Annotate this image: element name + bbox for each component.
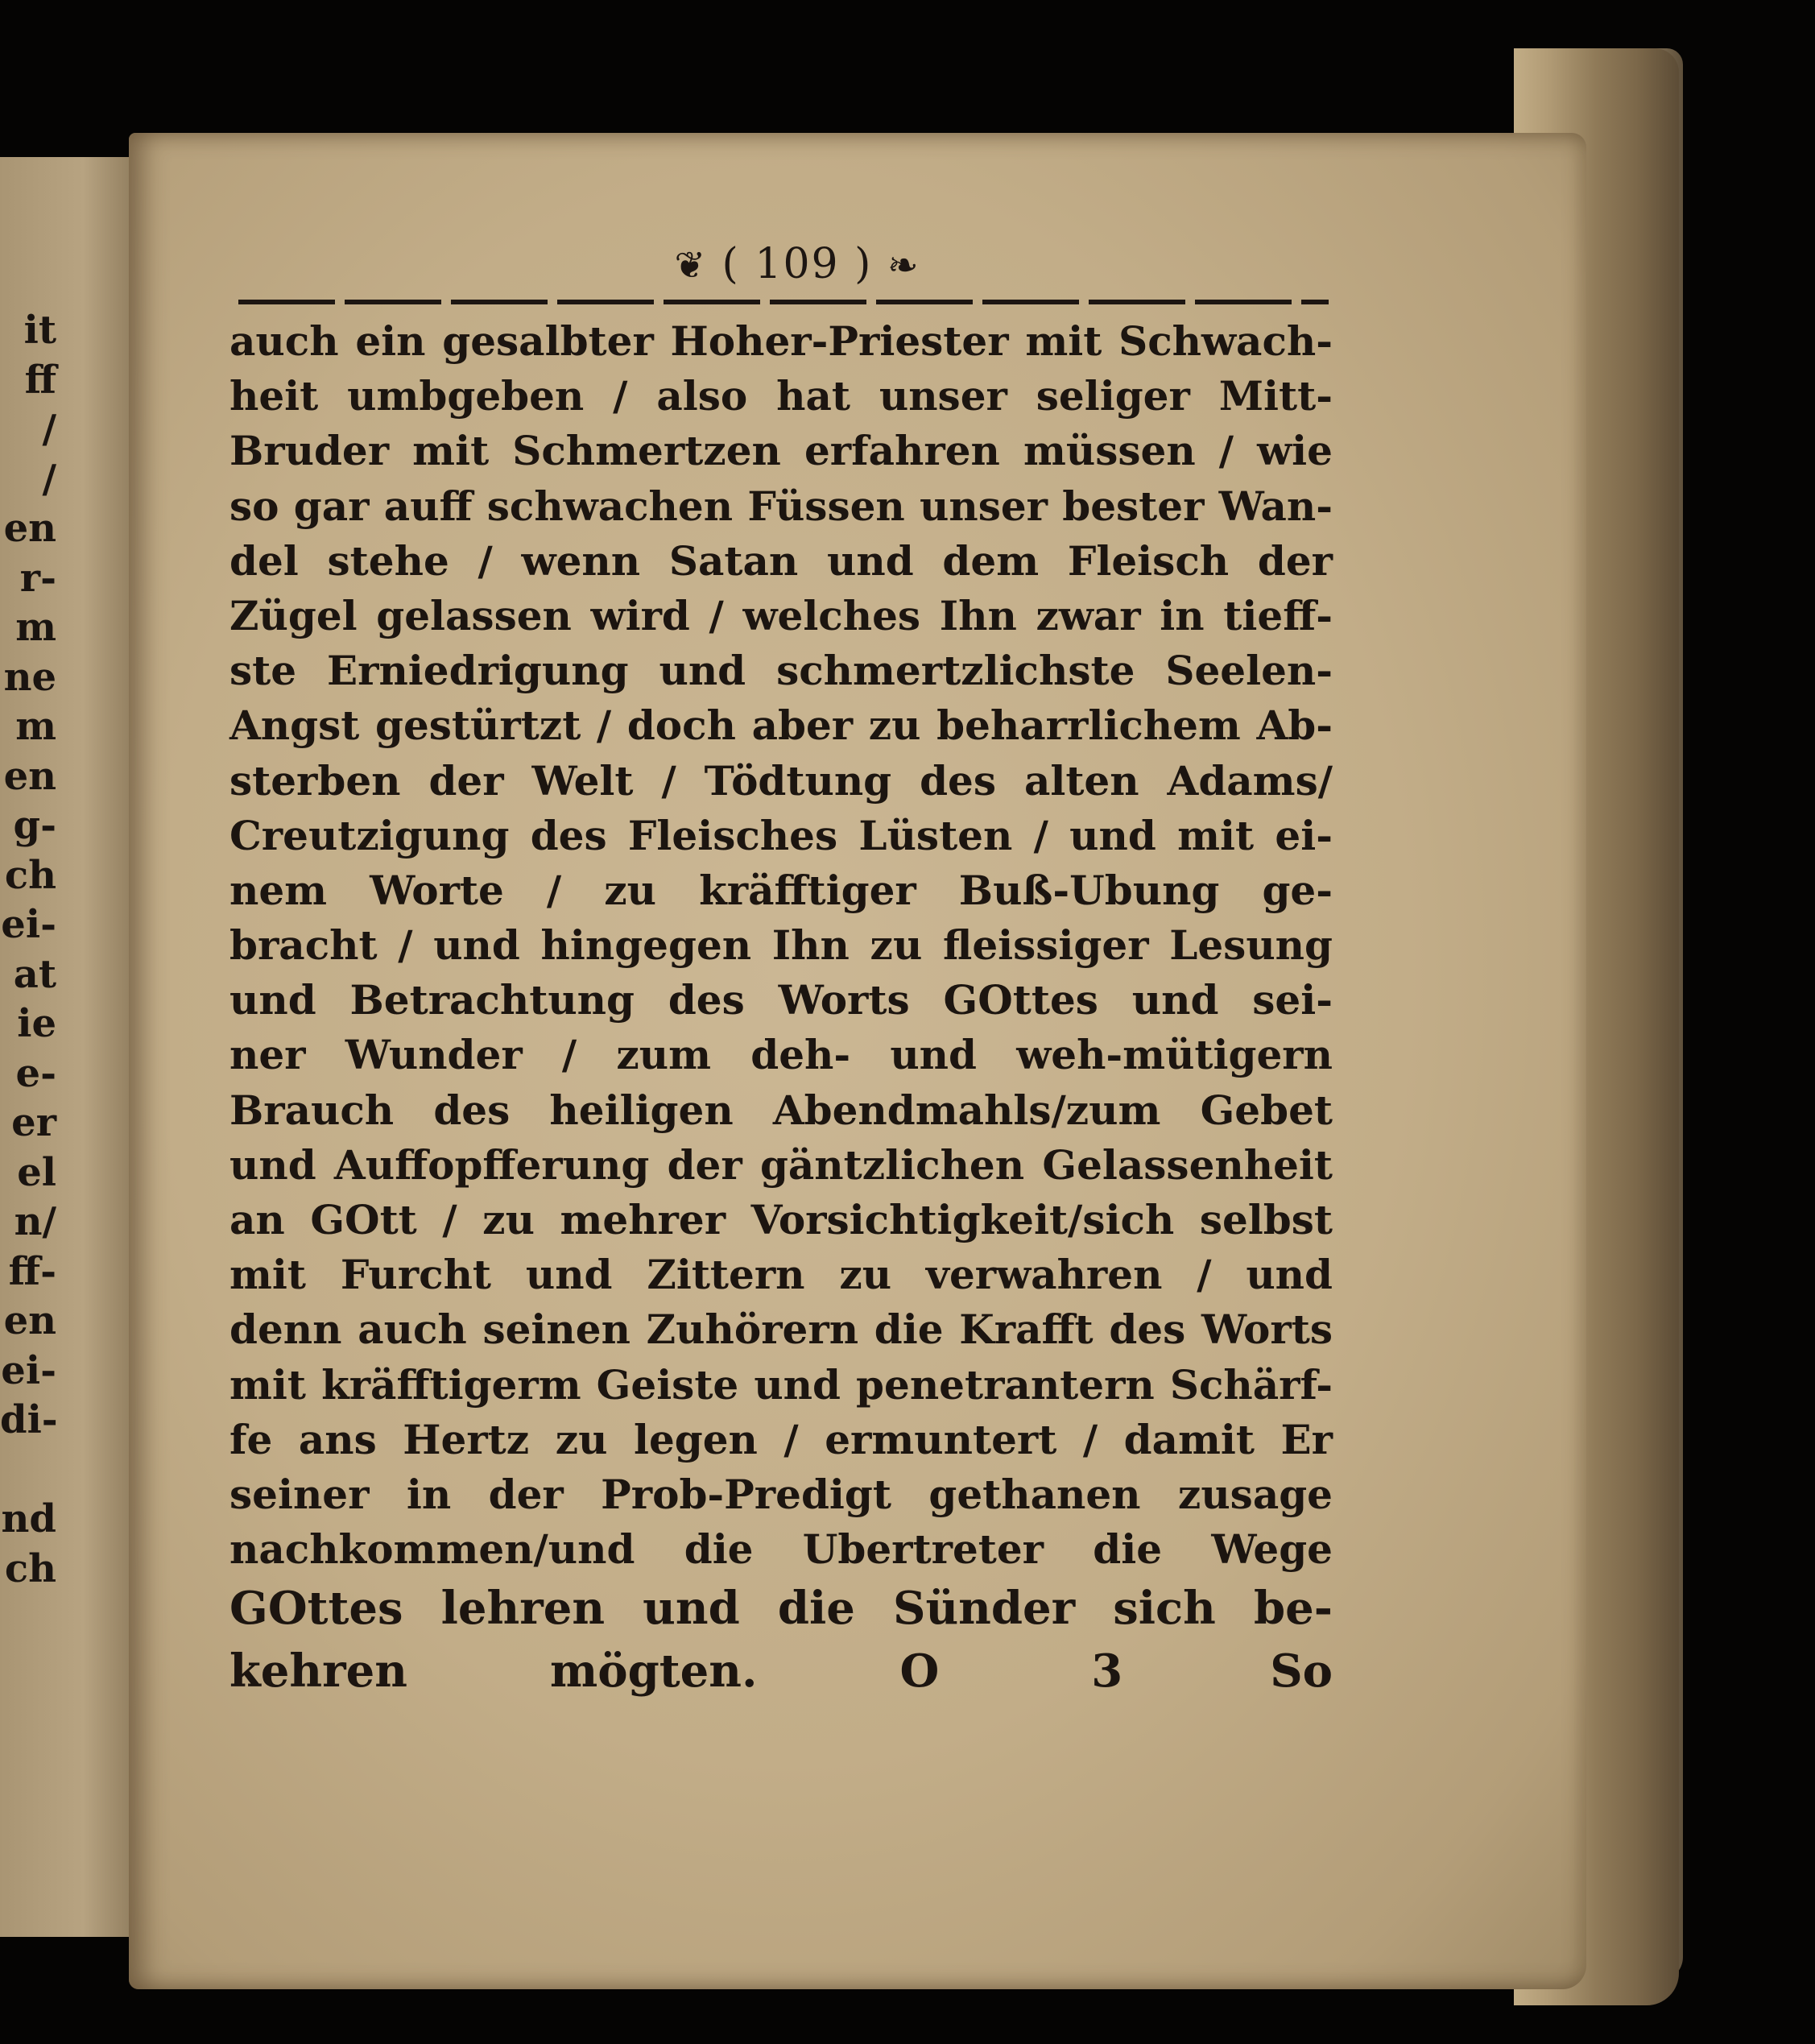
left-page-fragment-text: e- — [15, 1050, 56, 1096]
left-page-fragment-text: m — [15, 605, 56, 650]
left-page-fragment-text: ch — [4, 1545, 56, 1591]
header-rule — [238, 300, 1329, 304]
left-page-fragment-text: ei- — [1, 902, 56, 947]
left-page-fragment-text: ff — [24, 357, 56, 403]
text-line: ste Erniedrigung und schmertzlichste Seelen- — [229, 647, 1333, 695]
text-line: und Betrachtung des Worts GOttes und sei- — [229, 976, 1333, 1024]
text-line: mit kräfftigerm Geiste und penetrantern Schärf- — [229, 1360, 1333, 1409]
left-page-fragment-text: di- — [0, 1397, 58, 1442]
left-page-fragment-text: g- — [13, 803, 56, 848]
left-page-fragment-text: n/ — [14, 1199, 56, 1244]
page-number: ( 109 ) — [721, 240, 873, 288]
left-page-fragment-text: en — [3, 1298, 56, 1343]
text-line: GOttes lehren und die Sünder sich be- — [229, 1582, 1333, 1636]
signature-mark: O 3 — [899, 1645, 1128, 1699]
text-line: so gar auff schwachen Füssen unser bester Wan- — [229, 482, 1333, 530]
text-line: an GOtt / zu mehrer Vorsichtigkeit/sich selbst — [229, 1196, 1333, 1243]
left-page-fragment-text: it — [23, 308, 56, 353]
left-page-fragment-text: en — [3, 753, 56, 799]
closing-words: kehren mögten. — [229, 1645, 758, 1699]
ornament-left-icon: ❦ — [674, 243, 708, 287]
left-page-fragment-text: en — [3, 506, 56, 551]
left-page-fragment-text: ie — [17, 1001, 56, 1046]
text-line: Brauch des heiligen Abendmahls/zum Gebet — [229, 1086, 1333, 1134]
left-page-fragment-text: at — [13, 951, 56, 997]
text-line: und Auffopfferung der gäntzlichen Gelassenheit — [229, 1140, 1333, 1189]
text-line: fe ans Hertz zu legen / ermuntert / damit Er — [229, 1415, 1333, 1463]
ornament-right-icon: ❧ — [887, 243, 920, 287]
left-page-text-fragments — [0, 306, 63, 1594]
last-text-line — [229, 1640, 1333, 1703]
left-page-fragment-text: ei- — [1, 1347, 56, 1393]
text-line: seiner in der Prob-Predigt gethanen zusage — [229, 1470, 1333, 1518]
left-page-fragment — [0, 157, 139, 1937]
left-page-fragment-text: ch — [4, 852, 56, 898]
text-line: mit Furcht und Zittern zu verwahren / und — [229, 1251, 1333, 1299]
text-line: sterben der Welt / Tödtung des alten Adams/ — [229, 756, 1333, 805]
text-line: heit umbgeben / also hat unser seliger Mitt- — [229, 372, 1333, 420]
page-header — [644, 240, 950, 296]
left-page-fragment-text: / — [42, 456, 56, 502]
text-line: bracht / und hingegen Ihn zu fleissiger Lesung — [229, 921, 1333, 970]
text-line: Bruder mit Schmertzen erfahren müssen / wie — [229, 427, 1333, 475]
text-line: auch ein gesalbter Hoher-Priester mit Schwach- — [229, 317, 1333, 365]
left-page-fragment-text: el — [17, 1149, 56, 1195]
left-page-fragment-text: nd — [1, 1496, 56, 1541]
text-line: ner Wunder / zum deh- und weh-mütigern — [229, 1031, 1333, 1079]
left-page-fragment-text: r- — [19, 555, 56, 601]
text-line: nachkommen/und die Ubertreter die Wege — [229, 1525, 1333, 1574]
text-line: denn auch seinen Zuhörern die Krafft des Worts — [229, 1305, 1333, 1354]
left-page-fragment-text — [0, 1446, 56, 1496]
catchword: So — [1270, 1645, 1333, 1699]
text-line: Angst gestürtzt / doch aber zu beharrlichem Ab- — [229, 701, 1333, 750]
left-page-fragment-text: er — [11, 1100, 56, 1145]
text-line: Creutzigung des Fleisches Lüsten / und mit ei- — [229, 811, 1333, 859]
left-page-fragment-text: ne — [3, 654, 56, 700]
left-page-fragment-text: / — [42, 407, 56, 452]
text-line: Zügel gelassen wird / welches Ihn zwar in tieff- — [229, 591, 1333, 639]
text-line: nem Worte / zu kräfftiger Buß-Ubung ge- — [229, 866, 1333, 914]
text-line: del stehe / wenn Satan und dem Fleisch der — [229, 536, 1333, 585]
left-page-fragment-text: ff- — [8, 1248, 56, 1294]
left-page-fragment-text: m — [15, 704, 56, 749]
body-text — [229, 314, 1333, 1703]
